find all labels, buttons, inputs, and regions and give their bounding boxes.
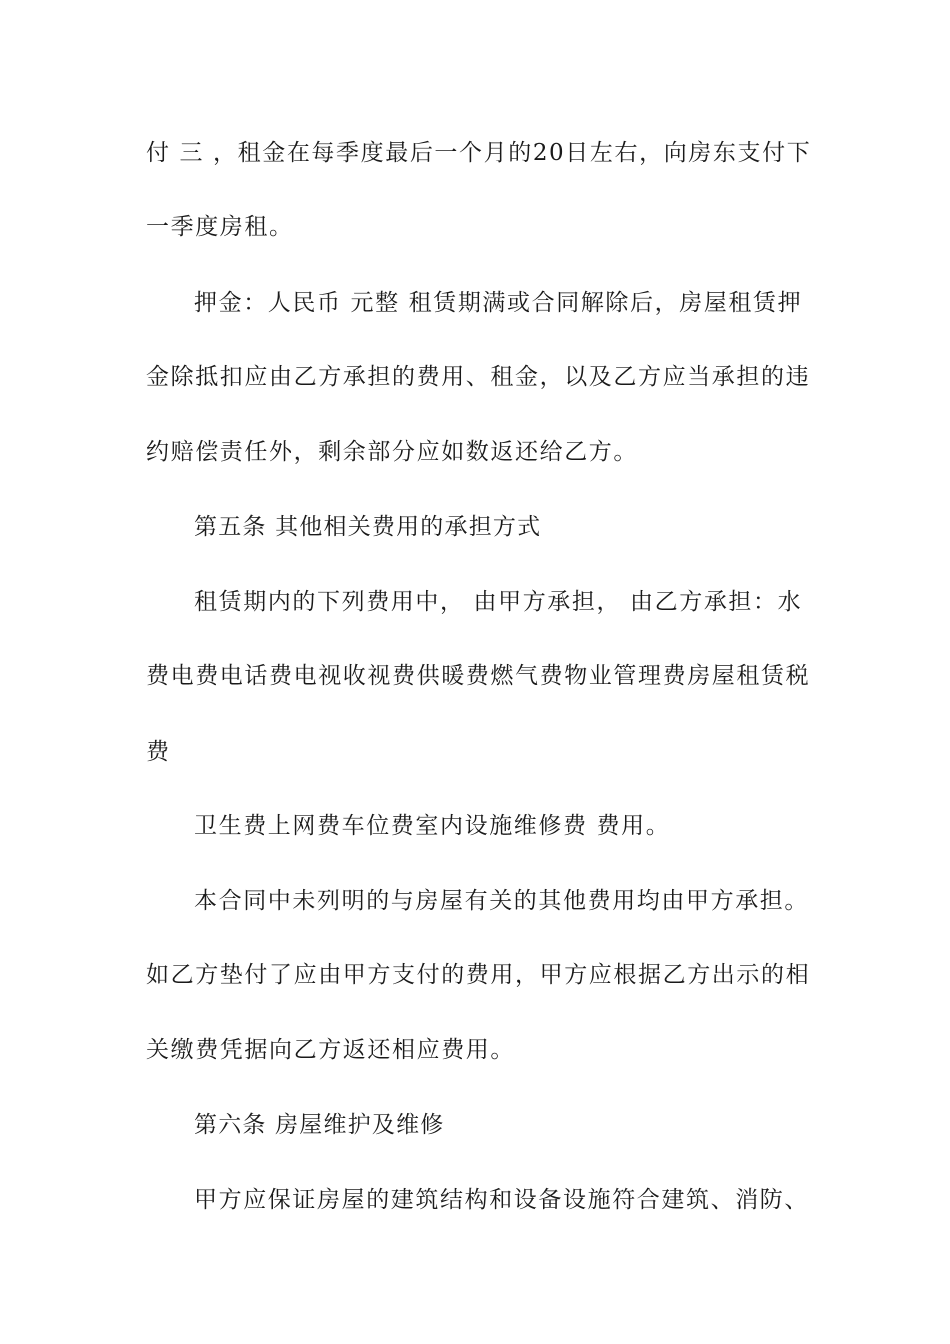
section-heading: 第五条 其他相关费用的承担方式 [194, 514, 542, 540]
text-line: 一季度房租。 [146, 214, 294, 240]
text-line: 约赔偿责任外，剩余部分应如数返还给乙方。 [146, 439, 638, 465]
section-heading: 第六条 房屋维护及维修 [194, 1112, 445, 1138]
text-line: 如乙方垫付了应由甲方支付的费用，甲方应根据乙方出示的相 [146, 962, 811, 988]
text-line: 关缴费凭据向乙方返还相应费用。 [146, 1037, 515, 1063]
text-line: 本合同中未列明的与房屋有关的其他费用均由甲方承担。 [194, 888, 809, 914]
text-line: 金除抵扣应由乙方承担的费用、租金，以及乙方应当承担的违 [146, 364, 811, 390]
text-line: 租赁期内的下列费用中， 由甲方承担， 由乙方承担：水 [194, 589, 803, 615]
text-line: 卫生费上网费车位费室内设施维修费 费用。 [194, 813, 671, 839]
text-line: 费电费电话费电视收视费供暖费燃气费物业管理费房屋租赁税 [146, 663, 811, 689]
text-line: 付 三 ，租金在每季度最后一个月的20日左右，向房东支付下 [146, 140, 812, 166]
text-line: 押金：人民币 元整 租赁期满或合同解除后，房屋租赁押 [194, 290, 803, 316]
text-line: 甲方应保证房屋的建筑结构和设备设施符合建筑、消防、 [194, 1187, 809, 1213]
text-line: 费 [146, 739, 171, 765]
